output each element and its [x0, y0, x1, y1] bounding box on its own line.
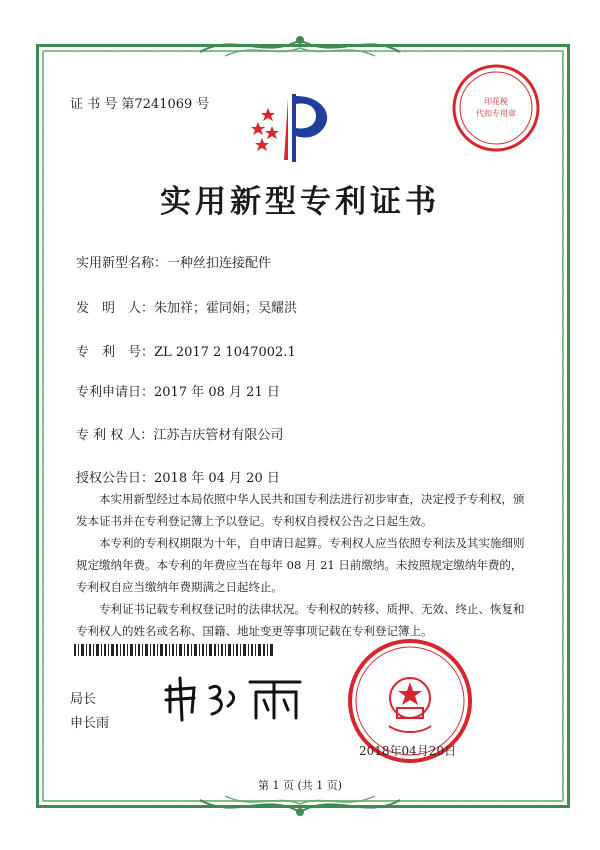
- certificate-body: [76, 488, 530, 642]
- tax-seal-stamp: [450, 62, 542, 154]
- field-utility-model-name: [76, 252, 271, 271]
- body-paragraph: 本实用新型经过本局依照中华人民共和国专利法进行初步审查，决定授予专利权，颁发本证书并在专利登记簿上予以登记。专利权自授权公告之日起生效。: [76, 492, 525, 528]
- page-number: 第 1 页 (共 1 页): [257, 779, 343, 792]
- field-label: 专 利 权 人：: [76, 428, 154, 443]
- field-value: 2017 年 08 月 21 日: [154, 385, 280, 400]
- director-signature: [160, 672, 310, 724]
- field-value: ZL 2017 2 1047002.1: [154, 345, 296, 360]
- field-value: 江苏吉庆管材有限公司: [153, 428, 284, 443]
- top-ornament: [195, 30, 405, 62]
- field-value: 2018 年 04 月 20 日: [154, 471, 280, 486]
- field-label: 发 明 人：: [76, 301, 155, 316]
- svg-text:印花税: 印花税: [484, 97, 508, 106]
- field-patentee: [76, 424, 283, 443]
- body-paragraph: 本专利的专利权期限为十年，自申请日起算。专利权人应当依照专利法及其实施细则规定缴纳年费。本专利的年费应当在每年 08 月 21 日前缴纳。未按照规定缴纳年费的，专利权自应当缴纳年费期满之日起终止。: [76, 536, 525, 594]
- field-value: 朱加祥；霍同娟；吴耀洪: [154, 301, 298, 316]
- field-label: 授权公告日：: [76, 471, 155, 486]
- director-title: 局长: [70, 692, 97, 707]
- certificate-title: 实用新型专利证书: [160, 184, 440, 220]
- barcode: [74, 644, 274, 656]
- director-name: 申长雨: [70, 716, 110, 731]
- certificate-number: 证 书 号 第7241069 号: [70, 97, 210, 112]
- field-patent-number: [76, 341, 296, 360]
- seal-date: 2018年04月20日: [359, 744, 457, 758]
- field-application-date: [76, 381, 280, 400]
- patent-office-emblem-icon: [244, 88, 344, 166]
- field-grant-date: [76, 467, 280, 486]
- bottom-ornament: [195, 790, 405, 822]
- body-paragraph: 专利证书记载专利权登记时的法律状况。专利权的转移、质押、无效、终止、恢复和专利权人的姓名或名称、国籍、地址变更等事项记载在专利登记簿上。: [76, 602, 525, 638]
- svg-text:代扣专用章: 代扣专用章: [476, 109, 516, 118]
- field-label: 专利申请日：: [76, 385, 155, 400]
- field-inventors: [76, 297, 297, 316]
- field-label: 专 利 号：: [76, 345, 155, 360]
- field-label: 实用新型名称：: [76, 256, 168, 271]
- field-value: 一种丝扣连接配件: [167, 256, 272, 271]
